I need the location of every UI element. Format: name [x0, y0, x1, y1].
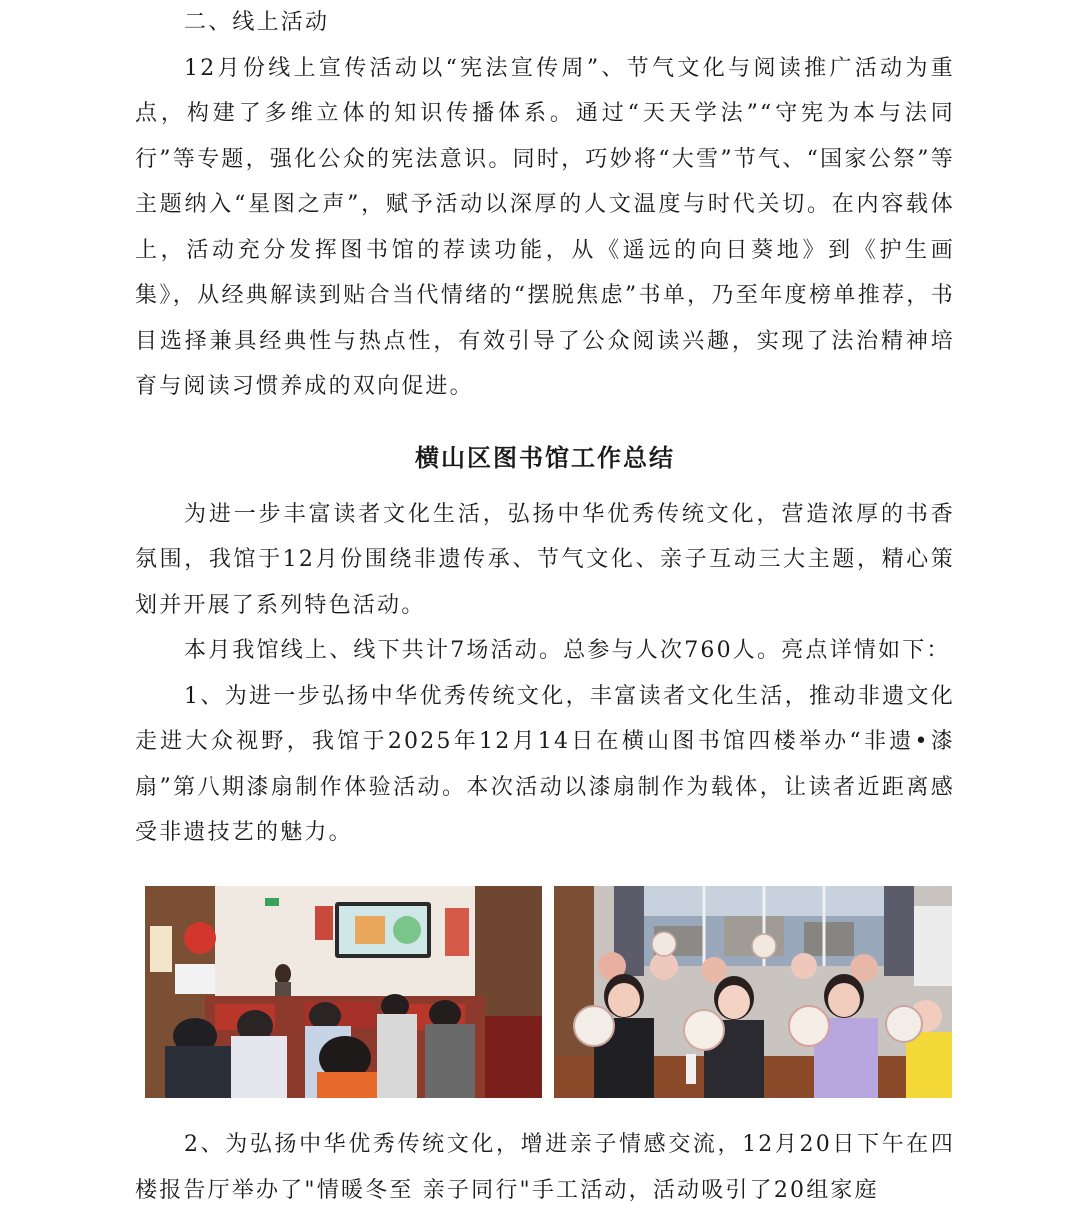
- section-heading-online: 二、线上活动: [184, 10, 330, 35]
- lecture-room-illustration: [145, 886, 542, 1098]
- summary-title: 横山区图书馆工作总结: [415, 443, 675, 472]
- summary-item-2-block: [135, 1122, 955, 1213]
- photo-children-with-fans: [554, 886, 952, 1098]
- online-activities-paragraph: 12月份线上宣传活动以“宪法宣传周”、节气文化与阅读推广活动为重点，构建了多维立体的知识传播体系。通过“天天学法”“守宪为本与法同行”等专题，强化公众的宪法意识。同时，巧妙将“大雪”节气、“国家公祭”等主题纳入“星图之声”，赋予活动以深厚的人文温度与时代关切。在内容载体上，活动充分发挥图书馆的荐读功能，从《遥远的向日葵地》到《护生画集》，从经典解读到贴合当代情绪的“摆脱焦虑”书单，乃至年度榜单推荐，书目选择兼具经典性与热点性，有效引导了公众阅读兴趣，实现了法治精神培育与阅读习惯养成的双向促进。: [135, 55, 955, 399]
- children-fans-illustration: [554, 886, 952, 1098]
- document-page: [135, 0, 955, 856]
- summary-stats-paragraph: 本月我馆线上、线下共计7场活动。总参与人次760人。亮点详情如下：: [184, 638, 951, 663]
- summary-item-2: 2、为弘扬中华优秀传统文化，增进亲子情感交流，12月20日下午在四楼报告厅举办了"情暖冬至 亲子同行"手工活动，活动吸引了20组家庭: [135, 1132, 955, 1203]
- activity-photos: [145, 886, 953, 1098]
- photo-lecture-room: [145, 886, 542, 1098]
- summary-item-1: 1、为进一步弘扬中华优秀传统文化，丰富读者文化生活，推动非遗文化走进大众视野，我馆于2025年12月14日在横山图书馆四楼举办“非遗•漆扇”第八期漆扇制作体验活动。本次活动以漆扇制作为载体，让读者近距离感受非遗技艺的魅力。: [135, 683, 955, 845]
- summary-intro-paragraph: 为进一步丰富读者文化生活，弘扬中华优秀传统文化，营造浓厚的书香氛围，我馆于12月份围绕非遗传承、节气文化、亲子互动三大主题，精心策划并开展了系列特色活动。: [135, 501, 955, 618]
